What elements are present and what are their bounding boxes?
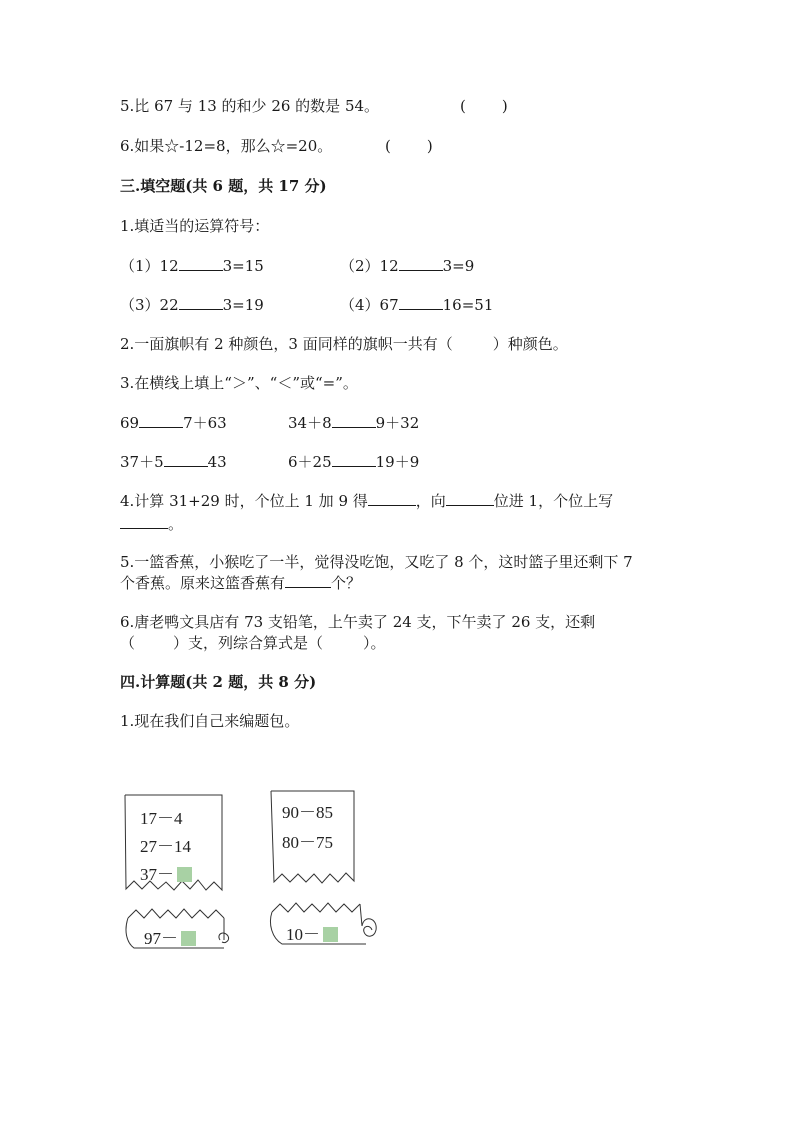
s3-question-1-prompt: 1.填适当的运算符号： — [120, 217, 270, 235]
card1-expression-1: 17－4 — [140, 809, 183, 828]
answer-blank[interactable] — [120, 514, 168, 529]
s3-q3-item-3: 37＋5 43 — [120, 453, 227, 471]
s3-question-5-line1: 5.一篮香蕉，小猴吃了一半，觉得没吃饱，又吃了 8 个，这时篮子里还剩下 7 — [120, 553, 633, 571]
answer-blank[interactable] — [399, 256, 443, 271]
green-answer-box[interactable] — [177, 867, 192, 882]
answer-blank[interactable] — [164, 452, 208, 467]
answer-blank[interactable] — [285, 573, 331, 588]
s3-question-6-line2: （ ）支，列综合算式是（ ）。 — [120, 634, 386, 652]
answer-blank[interactable] — [179, 295, 223, 310]
s3-q3-item-4: 6＋25 19＋9 — [288, 453, 420, 471]
question-6-judgement: 6.如果☆-12=8，那么☆=20。 — [120, 137, 333, 155]
section-4-heading: 四.计算题(共 2 题，共 8 分) — [120, 673, 317, 691]
torn-paper-card-2 — [266, 786, 382, 950]
s3-question-4-cont: 。 — [120, 514, 183, 534]
s3-q1-item-3: （3）22 3=19 — [120, 296, 264, 314]
answer-blank[interactable] — [139, 413, 183, 428]
s3-q1-item-4: （4）67 16=51 — [340, 296, 494, 314]
card2-expression-2: 80－75 — [282, 833, 333, 852]
question-5-judgement: 5.比 67 与 13 的和少 26 的数是 54。 — [120, 97, 380, 115]
s3-question-4: 4.计算 31+29 时，个位上 1 加 9 得 ，向 位进 1，个位上写 — [120, 492, 614, 510]
answer-paren-q6[interactable]: ( ) — [385, 137, 433, 155]
s3-q1-item-1: （1）12 3=15 — [120, 257, 264, 275]
s3-question-6-line1: 6.唐老鸭文具店有 73 支铅笔，上午卖了 24 支，下午卖了 26 支，还剩 — [120, 613, 596, 631]
s3-question-5-line2: 个香蕉。原来这篮香蕉有 个？ — [120, 574, 362, 592]
s3-question-3-prompt: 3.在横线上填上“＞”、“＜”或“=”。 — [120, 374, 358, 392]
card1-expression-3: 37－ — [140, 860, 192, 885]
green-answer-box[interactable] — [181, 931, 196, 946]
answer-blank[interactable] — [368, 491, 416, 506]
s4-question-1-prompt: 1.现在我们自己来编题包。 — [120, 712, 300, 730]
answer-paren-q5[interactable]: ( ) — [460, 97, 508, 115]
s3-question-2: 2.一面旗帜有 2 种颜色，3 面同样的旗帜一共有（ ）种颜色。 — [120, 335, 568, 353]
torn-paper-card-1 — [120, 790, 230, 950]
card1-bottom-expression: 97－ — [144, 924, 196, 949]
s3-q3-item-2: 34＋8 9＋32 — [288, 414, 420, 432]
answer-blank[interactable] — [332, 413, 376, 428]
answer-blank[interactable] — [332, 452, 376, 467]
answer-blank[interactable] — [446, 491, 494, 506]
section-3-heading: 三.填空题(共 6 题，共 17 分) — [120, 177, 327, 195]
card2-bottom-expression: 10－ — [286, 920, 338, 945]
answer-blank[interactable] — [179, 256, 223, 271]
answer-blank[interactable] — [399, 295, 443, 310]
card2-expression-1: 90－85 — [282, 803, 333, 822]
s3-q1-item-2: （2）12 3=9 — [340, 257, 475, 275]
s3-q3-item-1: 69 7＋63 — [120, 414, 227, 432]
green-answer-box[interactable] — [323, 927, 338, 942]
card1-expression-2: 27－14 — [140, 837, 191, 856]
